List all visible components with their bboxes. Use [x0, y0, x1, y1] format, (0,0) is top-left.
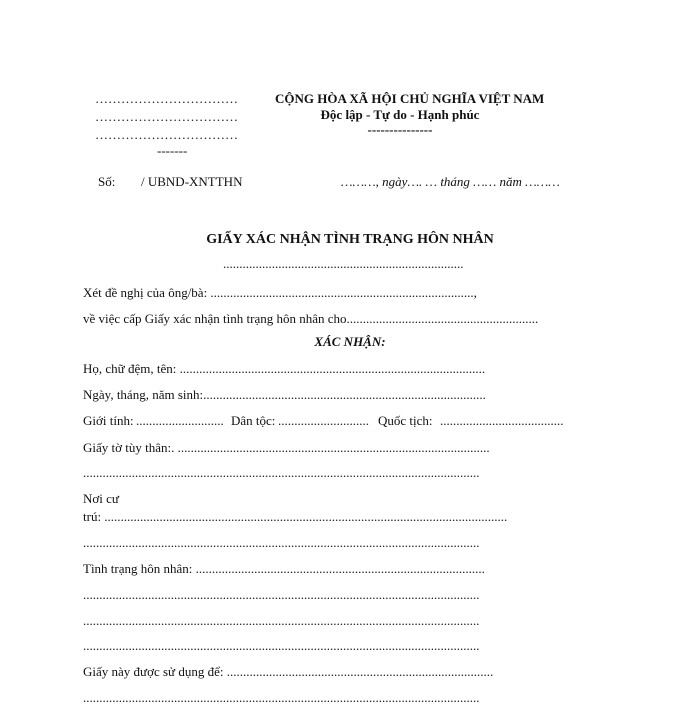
gender-dots: ...........................	[136, 413, 224, 428]
date-line: ………, ngày…. … tháng …… năm ………	[341, 174, 560, 189]
residence-label: Nơi cư	[83, 491, 119, 506]
marital-status-continuation-3: ..........................................................................................................................	[83, 638, 480, 653]
motto-dash: ---------------	[367, 122, 433, 137]
id-document-line: Giấy tờ tùy thân:. ................................................................................................	[83, 440, 490, 455]
national-motto: Độc lập - Tự do - Hạnh phúc	[320, 107, 480, 122]
request-line: Xét đề nghị của ông/bà: .................................................................................,	[83, 285, 477, 300]
usage-purpose-line: Giấy này được sử dụng để: ..................................................................................	[83, 664, 494, 679]
agency-line-2: ……………………………	[95, 109, 238, 124]
number-label: Số:	[98, 174, 116, 189]
title-dots: ..........................................................................	[223, 256, 464, 271]
document-title: GIẤY XÁC NHẬN TÌNH TRẠNG HÔN NHÂN	[206, 232, 494, 247]
marital-status-continuation-2: ..........................................................................................................................	[83, 613, 480, 628]
id-document-continuation: ..........................................................................................................................	[83, 465, 480, 480]
agency-dash: -------	[157, 143, 188, 158]
ethnicity-label: Dân tộc:	[231, 413, 276, 428]
confirm-heading: XÁC NHẬN:	[314, 334, 386, 349]
purpose-line: về việc cấp Giấy xác nhận tình trạng hôn nhân cho...........................................................	[83, 311, 539, 326]
country-name: CỘNG HÒA XÃ HỘI CHỦ NGHĨA VIỆT NAM	[275, 91, 545, 106]
usage-purpose-continuation: ..........................................................................................................................	[83, 690, 480, 705]
full-name-line: Họ, chữ đệm, tên: ..............................................................................................	[83, 361, 486, 376]
nationality-dots: ......................................	[440, 413, 564, 428]
marital-status-line: Tình trạng hôn nhân: .........................................................................................	[83, 561, 485, 576]
gender-label: Giới tính:	[83, 413, 134, 428]
nationality-label: Quốc tịch:	[378, 413, 433, 428]
residence-continuation: ..........................................................................................................................	[83, 535, 480, 550]
residence-line: trú: ............................................................................................................................	[83, 509, 508, 524]
agency-line-3: ……………………………	[95, 127, 238, 142]
birth-date-line: Ngày, tháng, năm sinh:.......................................................................................	[83, 387, 486, 402]
ethnicity-dots: ............................	[278, 413, 369, 428]
number-code: / UBND-XNTTHN	[141, 174, 243, 189]
agency-line-1: ……………………………	[95, 91, 238, 106]
marital-status-continuation-1: ..........................................................................................................................	[83, 587, 480, 602]
